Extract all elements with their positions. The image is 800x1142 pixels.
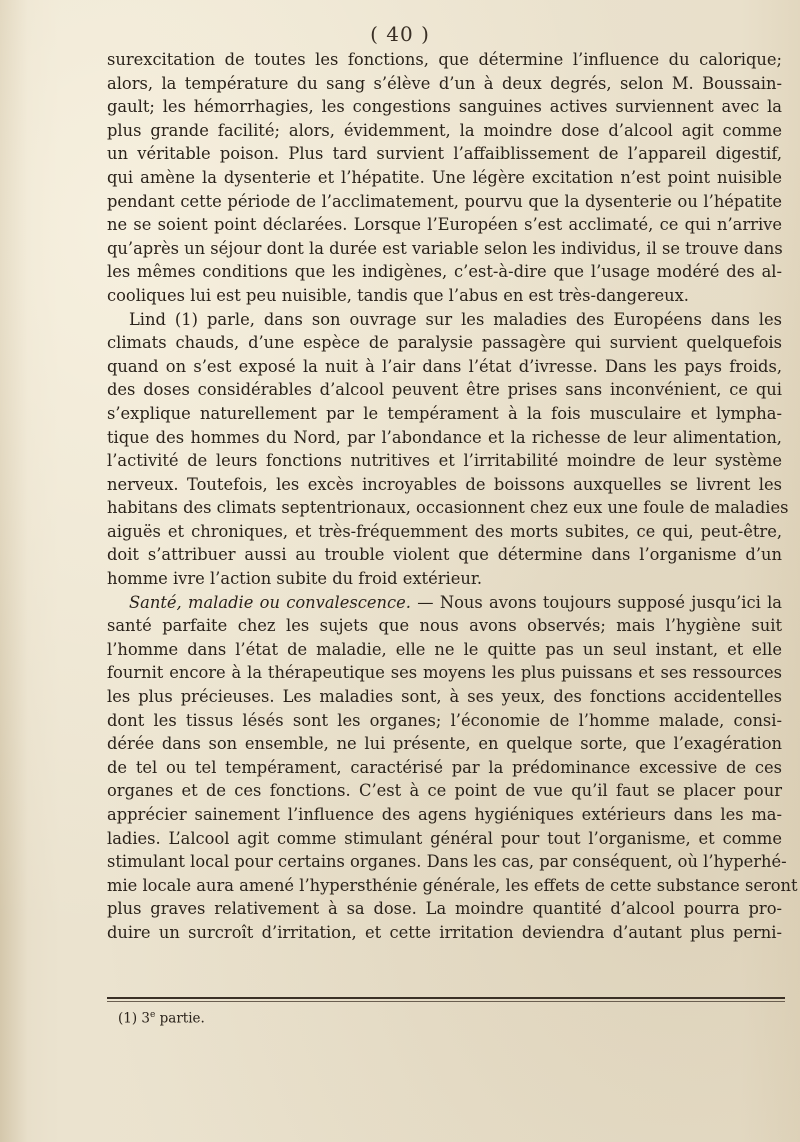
text-line: duire un surcroît d’irritation, et cette irritation deviendra d’autant plus perni- [107,922,782,942]
text-line: fournit encore à la thérapeutique ses moyens les plus puissans et ses ressources [107,663,782,683]
footnote-rule-thin [107,1001,785,1002]
text-line: plus graves relativement à sa dose. La moindre quantité d’alcool pourra pro- [107,899,782,919]
text-line: ne se soient point déclarées. Lorsque l’Européen s’est acclimaté, ce qui n’arrive [107,215,782,235]
text-line: habitans des climats septentrionaux, occasionnent chez eux une foule de maladies [107,498,789,518]
body-text [107,48,798,945]
text-line: des doses considérables d’alcool peuvent être prises sans inconvénient, ce qui [107,380,782,400]
text-line: qu’après un séjour dont la durée est variable selon les individus, il se trouve dans [107,238,783,258]
footnote-rule [107,997,785,999]
text-line: s’explique naturellement par le tempérament à la fois musculaire et lympha- [107,403,782,423]
text-line: l’homme dans l’état de maladie, elle ne le quitte pas un seul instant, et elle [107,639,782,659]
text-line: tique des hommes du Nord, par l’abondance et la richesse de leur alimentation, [107,427,782,447]
text-line: nerveux. Toutefois, les excès incroyables de boissons auxquelles se livrent les [107,474,782,494]
text-line: dérée dans son ensemble, ne lui présente, en quelque sorte, que l’exagération [107,734,782,754]
text-line: alors, la température du sang s’élève d’un à deux degrés, selon M. Boussain- [107,73,782,93]
text-line: — Nous avons toujours supposé jusqu’ici la [417,592,782,612]
text-line: homme ivre l’action subite du froid extérieur. [107,569,482,589]
text-line: Lind (1) parle, dans son ouvrage sur les maladies des Européens dans les [129,309,782,329]
footnote-marker: (1) 3 [118,1010,151,1027]
text-line: l’activité de leurs fonctions nutritives et l’irritabilité moindre de leur système [107,451,782,471]
footnote-text: partie. [155,1010,205,1027]
text-line: mie locale aura amené l’hypersthénie générale, les effets de cette substance seront [107,875,798,895]
text-line: aiguës et chroniques, et très-fréquemment des morts subites, ce qui, peut-être, [107,521,782,541]
text-line: organes et de ces fonctions. C’est à ce point de vue qu’il faut se placer pour [107,781,782,801]
footnote [118,1010,205,1027]
text-line: apprécier sainement l’influence des agens hygiéniques extérieurs dans les ma- [107,805,782,824]
text-line: pendant cette période de l’acclimatement, pourvu que la dysenterie ou l’hépatite [107,191,782,211]
text-line: surexcitation de toutes les fonctions, que détermine l’influence du calorique; [107,50,782,69]
text-line: gault; les hémorrhagies, les congestions sanguines actives surviennent avec la [107,97,782,117]
text-line: les plus précieuses. Les maladies sont, à ses yeux, des fonctions accidentelles [107,687,782,707]
text-line: plus grande facilité; alors, évidemment, la moindre dose d’alcool agit comme [107,120,782,140]
text-line: doit s’attribuer aussi au trouble violent que détermine dans l’organisme d’un [107,545,782,565]
text-line: quand on s’est exposé la nuit à l’air dans l’état d’ivresse. Dans les pays froids, [107,356,782,376]
text-line: les mêmes conditions que les indigènes, c’est-à-dire que l’usage modéré des al- [107,262,782,282]
text-line: un véritable poison. Plus tard survient l’affaiblissement de l’appareil digestif, [107,144,782,164]
text-line: climats chauds, d’une espèce de paralysie passagère qui survient quelquefois [107,333,782,353]
text-line: cooliques lui est peu nuisible, tandis que l’abus en est très-dangereux. [107,285,689,305]
footnote-superscript: e [150,1010,156,1020]
text-line: qui amène la dysenterie et l’hépatite. Une légère excitation n’est point nuisible [107,167,782,187]
section-line [107,591,782,615]
text-line: dont les tissus lésés sont les organes; l’économie de l’homme malade, consi- [107,710,782,730]
text-line: stimulant local pour certains organes. Dans les cas, par conséquent, où l’hyperhé- [107,852,787,872]
text-line: ladies. L’alcool agit comme stimulant général pour tout l’organisme, et comme [107,828,782,848]
section-heading: Santé, maladie ou convalescence. [129,592,411,612]
page-number: ( 40 ) [370,22,430,46]
text-line: de tel ou tel tempérament, caractérisé par la prédominance excessive de ces [107,757,782,777]
text-line: santé parfaite chez les sujets que nous avons observés; mais l’hygiène suit [107,616,782,636]
